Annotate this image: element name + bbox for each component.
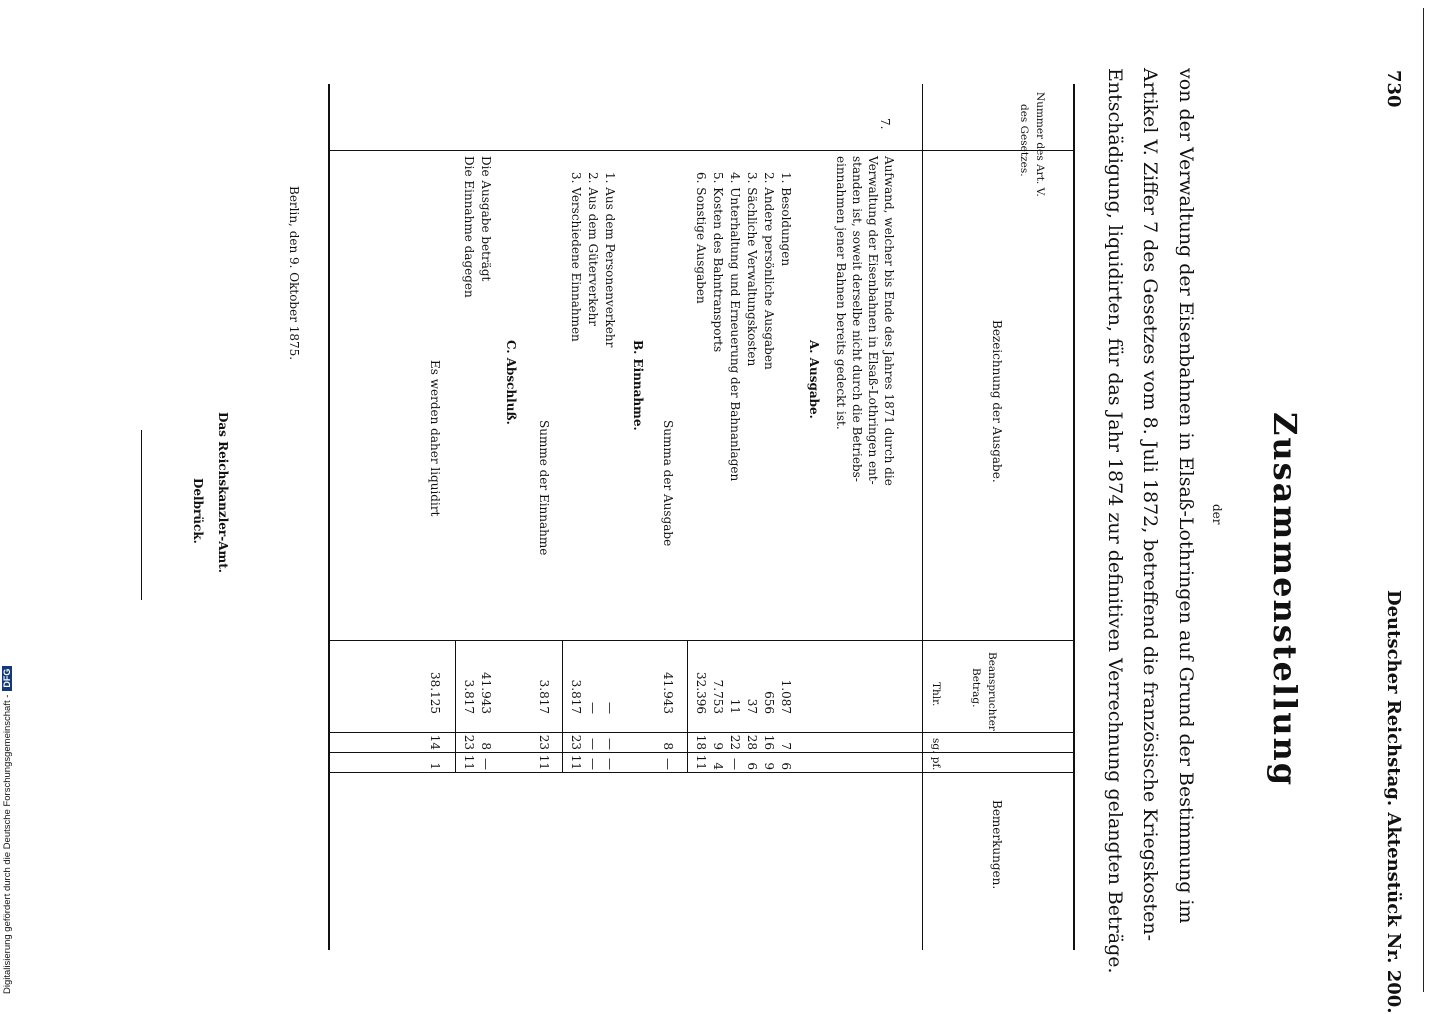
col-rule-2 xyxy=(330,640,1075,641)
ausgabe-thlr: 37 xyxy=(745,698,759,714)
einnahme-label: 3. Verschiedene Einnahmen xyxy=(569,172,583,342)
ausgabe-label: 6. Sonstige Ausgaben xyxy=(694,172,708,304)
einnahme-thlr: 3.817 xyxy=(569,679,583,714)
header-nummer-line1: Nummer des Art. V. xyxy=(1034,92,1046,197)
table-bottom-rule xyxy=(328,84,330,950)
einnahme-thlr: — xyxy=(603,702,617,714)
header-bemerkungen: Bemerkungen. xyxy=(990,800,1004,890)
einnahme-pf: 11 xyxy=(569,754,583,770)
abschluss-pf: 11 xyxy=(462,754,476,770)
heading-line-2: Artikel V. Ziffer 7 des Gesetzes vom 8. Juli 1872, betreffend die französische Kriegskosten- xyxy=(1139,68,1161,941)
ausgabe-label: 2. Andere persönliche Ausgaben xyxy=(762,172,776,370)
einnahme-pf: — xyxy=(586,758,600,770)
ausgabe-sg: 16 xyxy=(762,734,776,750)
ausgabe-pf: 6 xyxy=(745,762,759,770)
summe-einnahme-pf: 11 xyxy=(537,754,551,770)
running-head: Deutscher Reichstag. Aktenstück Nr. 200. xyxy=(1383,590,1404,1014)
ausgabe-pf: 9 xyxy=(762,762,776,770)
liquidirt-pf: 1 xyxy=(428,762,442,770)
abschluss-label: Die Ausgabe beträgt xyxy=(479,156,493,282)
description-line-2: Verwaltung der Eisenbahnen in Elsaß-Lothringen ent- xyxy=(866,156,880,485)
summa-ausgabe-sg: 8 xyxy=(661,742,675,750)
summe-einnahme-sg: 23 xyxy=(537,734,551,750)
ausgabe-thlr: 7.753 xyxy=(711,679,725,714)
signature-office: Das Reichskanzler-Amt. xyxy=(216,412,230,573)
ausgabe-pf: 11 xyxy=(694,754,708,770)
page-number: 730 xyxy=(1383,70,1404,108)
ausgabe-sg: 28 xyxy=(745,734,759,750)
dfg-logo: DFG xyxy=(2,666,12,691)
ausgabe-sg: 18 xyxy=(694,734,708,750)
digitization-note xyxy=(2,666,13,994)
abschluss-label: Die Einnahme dagegen xyxy=(462,156,476,298)
sum-rule-c xyxy=(455,640,456,772)
document-title: Zusammenstellung xyxy=(1266,412,1304,788)
table-top-rule xyxy=(1073,84,1075,950)
abschluss-thlr: 41.943 xyxy=(479,672,493,714)
col-rule-5 xyxy=(330,772,1075,773)
ausgabe-label: 3. Sächliche Verwaltungskosten xyxy=(745,172,759,367)
liquidirt-sg: 14 xyxy=(428,734,442,750)
header-nummer-line2: des Gesetzes. xyxy=(1018,104,1030,177)
summe-einnahme-thlr: 3.817 xyxy=(537,679,551,714)
summe-einnahme-label: Summe der Einnahme xyxy=(537,420,551,556)
section-c-heading: C. Abschluß. xyxy=(504,340,518,425)
einnahme-label: 1. Aus dem Personenverkehr xyxy=(603,172,617,348)
ausgabe-thlr: 32.396 xyxy=(694,672,708,714)
liquidirt-label: Es werden daher liquidirt xyxy=(428,360,442,517)
digitization-note-text: Digitalisierung gefördert durch die Deutsche Forschungsgemeinschaft - xyxy=(2,694,13,994)
header-thlr: Thlr. xyxy=(930,682,942,707)
abschluss-pf: — xyxy=(479,758,493,770)
ausgabe-sg: 9 xyxy=(711,742,725,750)
ausgabe-thlr: 656 xyxy=(762,691,776,714)
einnahme-thlr: — xyxy=(586,702,600,714)
description-line-1: Aufwand, welcher bis Ende des Jahres 1871 durch die xyxy=(882,156,896,486)
einnahme-sg: 23 xyxy=(569,734,583,750)
description-line-3: standen ist, soweit derselbe nicht durch die Betriebs- xyxy=(850,156,864,482)
einnahme-sg: — xyxy=(603,738,617,750)
abschluss-sg: 8 xyxy=(479,742,493,750)
ausgabe-pf: 4 xyxy=(711,762,725,770)
date-line: Berlin, den 9. Oktober 1875. xyxy=(287,186,301,361)
header-bezeichnung: Bezeichnung der Ausgabe. xyxy=(990,320,1004,483)
ausgabe-sg: 7 xyxy=(779,742,793,750)
header-betrag-line1: Beanspruchter xyxy=(986,652,998,731)
einnahme-sg: — xyxy=(586,738,600,750)
heading-line-1: von der Verwaltung der Eisenbahnen in Elsaß-Lothringen auf Grund der Bestimmung im xyxy=(1175,68,1197,924)
col-rule-4 xyxy=(330,752,1075,753)
ausgabe-label: 4. Unterhaltung und Erneuerung der Bahnanlagen xyxy=(728,172,742,482)
ausgabe-pf: — xyxy=(728,758,742,770)
signature-name: Delbrück. xyxy=(191,478,205,544)
col-rule-1 xyxy=(330,150,1075,151)
summa-ausgabe-thlr: 41.943 xyxy=(661,672,675,714)
abschluss-sg: 23 xyxy=(462,734,476,750)
einnahme-pf: — xyxy=(603,758,617,770)
ausgabe-label: 5. Kosten des Bahntransports xyxy=(711,172,725,353)
header-sg-pf: sg. pf. xyxy=(930,738,942,771)
summa-ausgabe-label: Summa der Ausgabe xyxy=(661,420,675,547)
description-line-4: einnahmen jener Bahnen bereits gedeckt ist. xyxy=(834,156,848,430)
einnahme-label: 2. Aus dem Güterverkehr xyxy=(586,172,600,327)
section-a-heading: A. Ausgabe. xyxy=(807,340,821,419)
ausgabe-pf: 6 xyxy=(779,762,793,770)
signature-rule xyxy=(141,430,142,600)
summa-ausgabe-pf: — xyxy=(661,758,675,770)
heading-line-3: Entschädigung, liquidirten, für das Jahr 1874 zur definitiven Verrechnung gelangten Beträge. xyxy=(1104,68,1126,974)
row-number: 7. xyxy=(878,118,892,130)
liquidirt-thlr: 38.125 xyxy=(428,672,442,714)
subtitle-der: der xyxy=(1210,504,1224,525)
sum-rule-a xyxy=(687,640,688,772)
ausgabe-thlr: 11 xyxy=(728,698,742,714)
abschluss-thlr: 3.817 xyxy=(462,679,476,714)
sum-rule-b xyxy=(562,640,563,772)
ausgabe-sg: 22 xyxy=(728,734,742,750)
table-header-rule xyxy=(922,84,923,950)
ausgabe-label: 1. Besoldungen xyxy=(779,172,793,267)
header-betrag-line2: Betrag. xyxy=(970,668,982,708)
section-b-heading: B. Einnahme. xyxy=(631,340,645,431)
rotated-page xyxy=(10,0,1410,1014)
col-rule-3 xyxy=(330,732,1075,733)
ausgabe-thlr: 1.087 xyxy=(779,679,793,714)
